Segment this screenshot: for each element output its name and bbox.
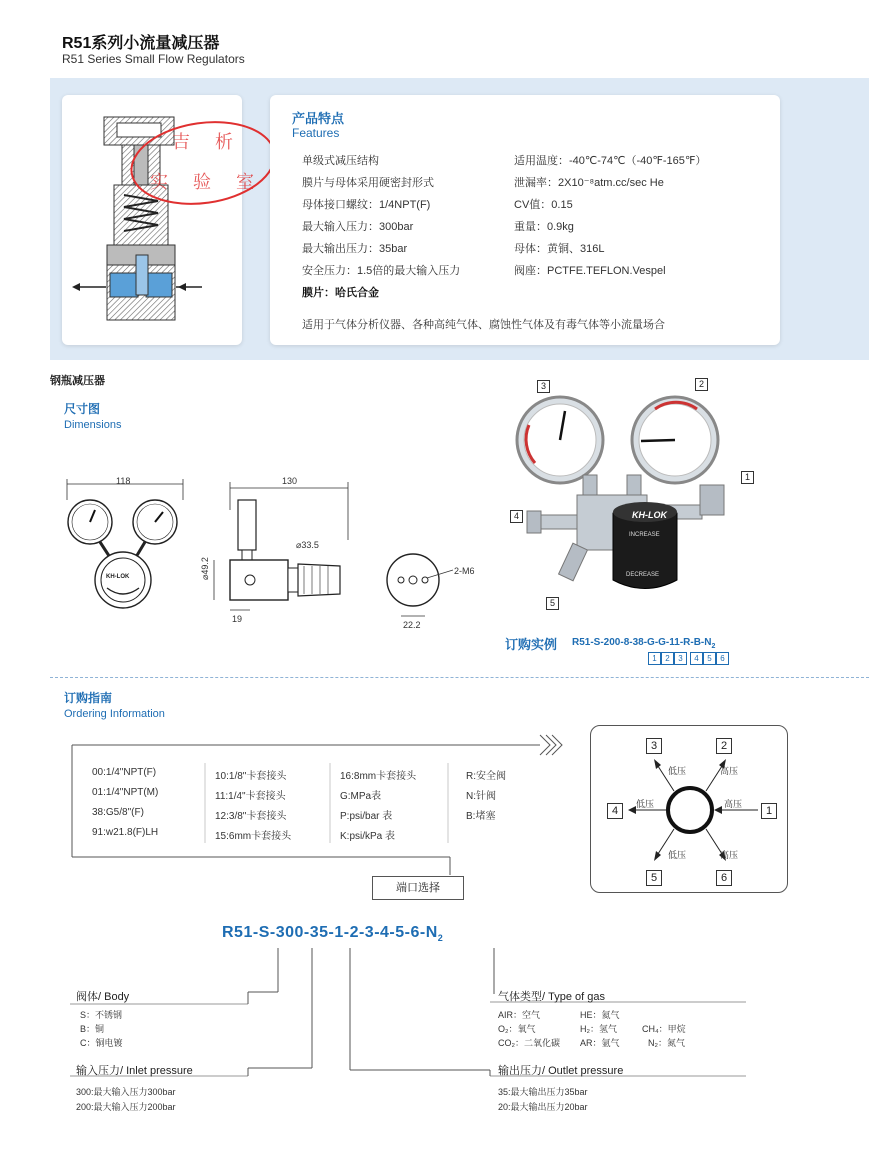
outlet-option: 20:最大输出压力20bar <box>498 1102 588 1112</box>
port-option: 15:6mm卡套接头 <box>215 831 292 842</box>
code-part-outlet: 35 <box>309 924 329 941</box>
dim-49: ⌀49.2 <box>200 557 210 580</box>
label-high: 高压 <box>720 766 739 776</box>
code-dash: - <box>303 924 310 941</box>
port-option: 38:G5/8"(F) <box>92 807 144 818</box>
dim-19: 19 <box>232 614 243 624</box>
order-example-code-text: R51-S-200-8-38-G-G-11-R-B-N <box>572 637 712 648</box>
feature-right: 阀座：PCTFE.TEFLON.Vespel <box>514 265 666 277</box>
photo-brand: KH-LOK <box>632 510 667 520</box>
port-option: 12:3/8"卡套接头 <box>215 811 287 822</box>
order-port-5: 5 <box>703 652 716 665</box>
photo-label-3: 3 <box>537 380 550 393</box>
feature-left: 膜片：哈氏合金 <box>302 287 379 299</box>
front-view-brand: KH-LOK <box>106 574 130 580</box>
code-dash: - <box>252 924 259 941</box>
order-port-2: 2 <box>661 652 674 665</box>
photo-label-4: 4 <box>510 510 523 523</box>
port-option: P:psi/bar 表 <box>340 811 393 822</box>
feature-right: 重量：0.9kg <box>514 221 574 233</box>
feature-left: 单级式减压结构 <box>302 155 379 167</box>
code-part-inlet: 300 <box>275 924 304 941</box>
order-port-3: 3 <box>674 652 687 665</box>
back-view-drawing <box>375 540 470 635</box>
ordering-heading-cn: 订购指南 <box>64 691 113 705</box>
port-num-1: 1 <box>761 803 777 819</box>
watermark-line1: 吉 析 <box>172 132 244 152</box>
dimensions-heading-cn: 尺寸图 <box>64 402 101 416</box>
feature-left: 最大输入压力：300bar <box>302 221 414 233</box>
port-num-5: 5 <box>646 870 662 886</box>
gas-title: 气体类型/ Type of gas <box>498 991 605 1003</box>
feature-right: 母体：黄铜、316L <box>514 243 605 255</box>
photo-label-1: 1 <box>741 471 754 484</box>
label-low: 低压 <box>668 850 687 860</box>
section-divider <box>50 677 869 679</box>
label-low: 低压 <box>668 766 687 776</box>
dim-33: ⌀33.5 <box>296 540 319 550</box>
dim-130: 130 <box>282 476 298 486</box>
feature-right: 适用温度：-40℃-74℃（-40℉-165℉） <box>514 155 707 167</box>
dim-118: 118 <box>116 476 131 486</box>
photo-label-5: 5 <box>546 597 559 610</box>
side-view-drawing <box>200 470 360 630</box>
ordering-code <box>222 924 443 943</box>
port-option: 01:1/4"NPT(M) <box>92 787 159 798</box>
code-part-model: R51 <box>222 924 253 941</box>
port-option: 91:w21.8(F)LH <box>92 827 159 838</box>
gas-option: HE：氦气 <box>580 1010 620 1020</box>
page-title: R51系列小流量减压器 <box>62 35 220 52</box>
features-heading-cn: 产品特点 <box>292 111 345 126</box>
port-num-6: 6 <box>716 870 732 886</box>
code-connector-lines <box>70 944 760 1079</box>
feature-left: 母体接口螺纹：1/4NPT(F) <box>302 199 431 211</box>
body-option: S：不锈钢 <box>80 1010 123 1020</box>
label-high: 高压 <box>720 850 739 860</box>
port-num-4: 4 <box>607 803 623 819</box>
photo-increase: INCREASE <box>629 532 660 538</box>
feature-left: 最大输出压力：35bar <box>302 243 408 255</box>
dimensions-heading-en: Dimensions <box>64 419 122 431</box>
port-option: 11:1/4"卡套接头 <box>215 791 286 802</box>
code-part-ports: 1-2-3-4-5-6 <box>334 924 420 941</box>
section-cylinder-title: 钢瓶减压器 <box>50 375 105 387</box>
port-option: 00:1/4"NPT(F) <box>92 767 157 778</box>
feature-left: 膜片与母体采用硬密封形式 <box>302 177 434 189</box>
code-part-gas-sub: 2 <box>437 933 444 944</box>
port-option: G:MPa表 <box>340 791 382 802</box>
gas-option: CH₄：甲烷 <box>642 1024 686 1034</box>
gas-option: H₂：氢气 <box>580 1024 617 1034</box>
body-option: C：铜电镀 <box>80 1038 123 1048</box>
photo-label-2: 2 <box>695 378 708 391</box>
code-dash: - <box>419 924 426 941</box>
dim-m6: 2-M6 <box>454 566 475 576</box>
features-heading-en: Features <box>292 126 340 140</box>
port-option: 16:8mm卡套接头 <box>340 771 417 782</box>
port-option: R:安全阀 <box>466 771 506 782</box>
feature-application: 适用于气体分析仪器、各种高纯气体、腐蚀性气体及有毒气体等小流量场合 <box>302 319 665 331</box>
order-example-code-sub: 2 <box>711 643 716 650</box>
body-option: B：铜 <box>80 1024 105 1034</box>
gas-option: AIR：空气 <box>498 1010 541 1020</box>
port-option: 10:1/8"卡套接头 <box>215 771 287 782</box>
port-select-label: 端口选择 <box>372 876 464 900</box>
gas-option: O₂：氧气 <box>498 1024 536 1034</box>
code-dash: - <box>269 924 276 941</box>
front-view-drawing <box>55 470 195 620</box>
port-option: N:针阀 <box>466 791 496 802</box>
port-option: K:psi/kPa 表 <box>340 831 396 842</box>
outlet-title: 输出压力/ Outlet pressure <box>498 1065 624 1077</box>
port-num-3: 3 <box>646 738 662 754</box>
port-option: B:堵塞 <box>466 811 496 822</box>
feature-left: 安全压力：1.5倍的最大输入压力 <box>302 265 461 277</box>
dim-22: 22.2 <box>403 620 421 630</box>
inlet-option: 200:最大输入压力200bar <box>76 1102 176 1112</box>
feature-right: CV值：0.15 <box>514 199 573 211</box>
code-part-gas: N <box>425 924 438 941</box>
order-example-label: 订购实例 <box>505 637 558 652</box>
order-port-4: 4 <box>690 652 703 665</box>
code-dash: - <box>328 924 335 941</box>
label-high: 高压 <box>724 799 743 809</box>
watermark-line2: 实 验 室 <box>150 172 265 192</box>
ordering-heading-en: Ordering Information <box>64 708 165 720</box>
gas-option: CO₂：二氧化碳 <box>498 1038 560 1048</box>
order-port-6: 6 <box>716 652 729 665</box>
body-title: 阀体/ Body <box>76 991 130 1003</box>
inlet-title: 输入压力/ Inlet pressure <box>76 1065 193 1077</box>
gas-option: N₂：氮气 <box>648 1038 685 1048</box>
page-subtitle: R51 Series Small Flow Regulators <box>62 52 245 66</box>
inlet-option: 300:最大输入压力300bar <box>76 1087 176 1097</box>
order-example-code <box>572 637 715 650</box>
photo-decrease: DECREASE <box>626 572 660 578</box>
outlet-option: 35:最大输出压力35bar <box>498 1087 588 1097</box>
feature-right: 泄漏率：2X10⁻⁸atm.cc/sec He <box>514 177 664 189</box>
order-port-1: 1 <box>648 652 661 665</box>
label-low: 低压 <box>636 799 655 809</box>
port-num-2: 2 <box>716 738 732 754</box>
code-part-body: S <box>258 924 270 941</box>
gas-option: AR：氩气 <box>580 1038 620 1048</box>
